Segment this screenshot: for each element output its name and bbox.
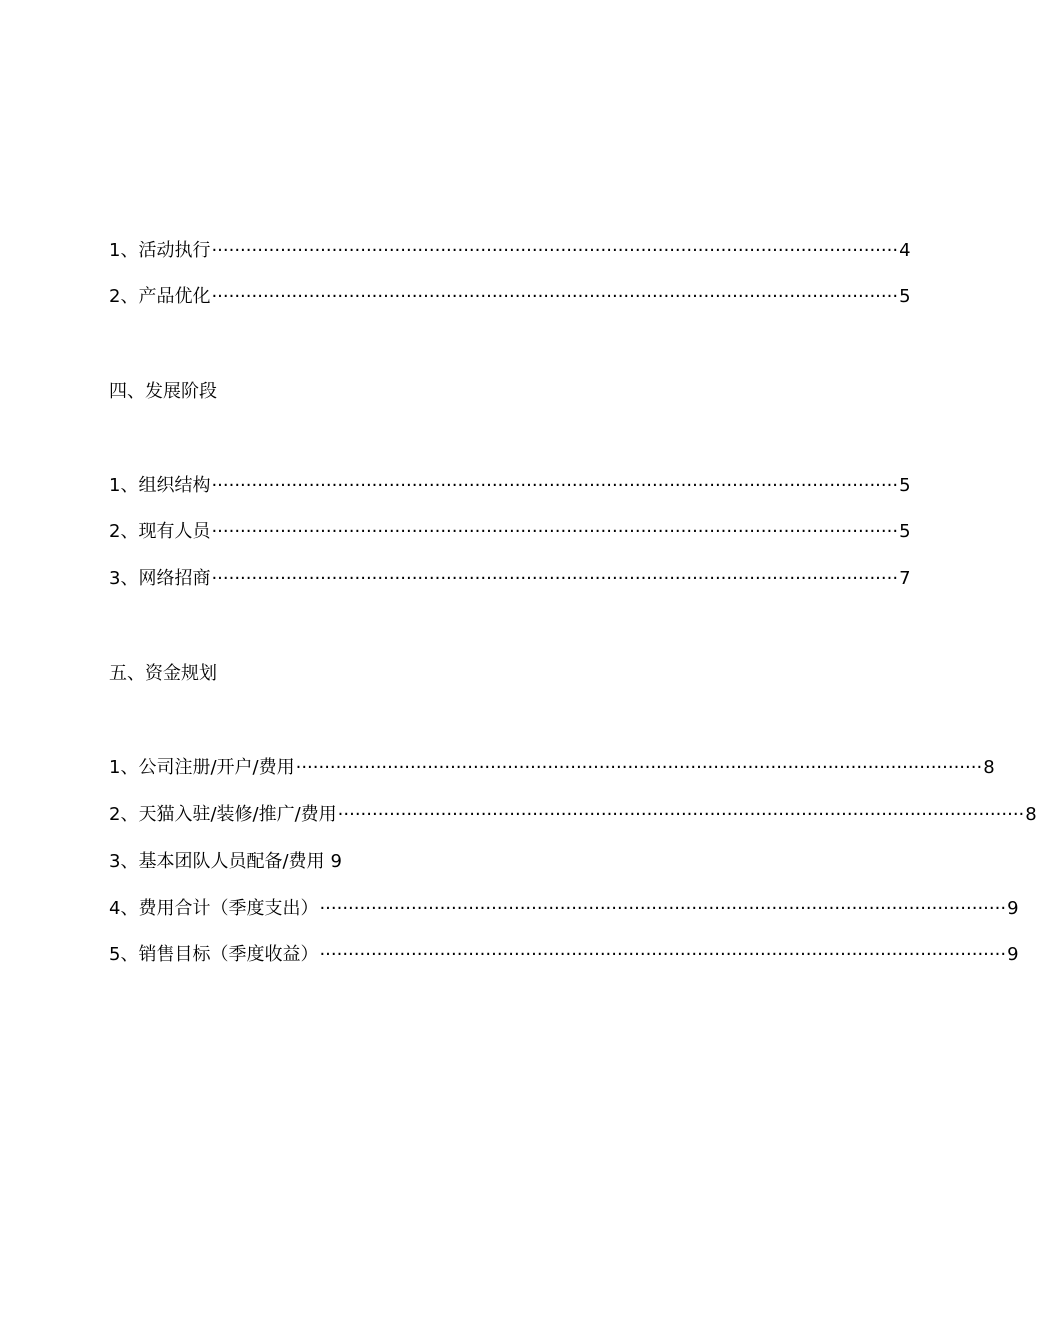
- toc-entry[interactable]: [109, 473, 911, 499]
- toc-entry[interactable]: [109, 238, 911, 264]
- toc-entry[interactable]: [109, 942, 1019, 968]
- toc-leader-dots: ························································································································: [295, 757, 983, 778]
- toc-page-number: 7: [899, 568, 911, 589]
- toc-leader-dots: ························································································································: [211, 475, 899, 496]
- toc-leader-dots: ························································································································: [337, 804, 1025, 825]
- toc-entry-label: 3、基本团队人员配备/费用: [109, 851, 325, 872]
- toc-entry[interactable]: [109, 755, 995, 781]
- toc-entry-label: 2、产品优化: [109, 286, 211, 307]
- toc-page-number: 9: [1007, 944, 1019, 965]
- toc-entry[interactable]: [109, 566, 911, 592]
- toc-entry-label: 1、组织结构: [109, 475, 211, 496]
- toc-page-number: 9: [330, 851, 342, 872]
- toc-leader-dots: ························································································································: [211, 568, 899, 589]
- toc-entry-label: 2、现有人员: [109, 521, 211, 542]
- toc-entry-label: 3、网络招商: [109, 568, 211, 589]
- toc-page-number: 5: [899, 521, 911, 542]
- toc-page-number: 8: [983, 757, 995, 778]
- toc-entry-label: 4、费用合计（季度支出）: [109, 898, 319, 919]
- toc-entry-label: 5、销售目标（季度收益）: [109, 944, 319, 965]
- toc-section-heading: 四、发展阶段: [109, 381, 217, 402]
- toc-entry[interactable]: [109, 284, 911, 310]
- toc-page-number: 9: [1007, 898, 1019, 919]
- toc-page-number: 4: [899, 240, 911, 261]
- toc-entry-label: 1、公司注册/开户/费用: [109, 757, 295, 778]
- toc-leader-dots: ························································································································: [211, 240, 899, 261]
- toc-entry[interactable]: [109, 849, 342, 875]
- toc-leader-dots: ························································································································: [319, 898, 1007, 919]
- toc-page-number: 5: [899, 475, 911, 496]
- toc-entry-label: 2、天猫入驻/装修/推广/费用: [109, 804, 337, 825]
- toc-section-heading: 五、资金规划: [109, 663, 217, 684]
- toc-page-number: 5: [899, 286, 911, 307]
- toc-entry-label: 1、活动执行: [109, 240, 211, 261]
- toc-entry[interactable]: [109, 802, 1037, 828]
- toc-entry[interactable]: [109, 519, 911, 545]
- toc-page-number: 8: [1025, 804, 1037, 825]
- toc-leader-dots: ························································································································: [211, 521, 899, 542]
- toc-leader-dots: ························································································································: [211, 286, 899, 307]
- toc-leader-dots: ························································································································: [319, 944, 1007, 965]
- toc-entry[interactable]: [109, 896, 1019, 922]
